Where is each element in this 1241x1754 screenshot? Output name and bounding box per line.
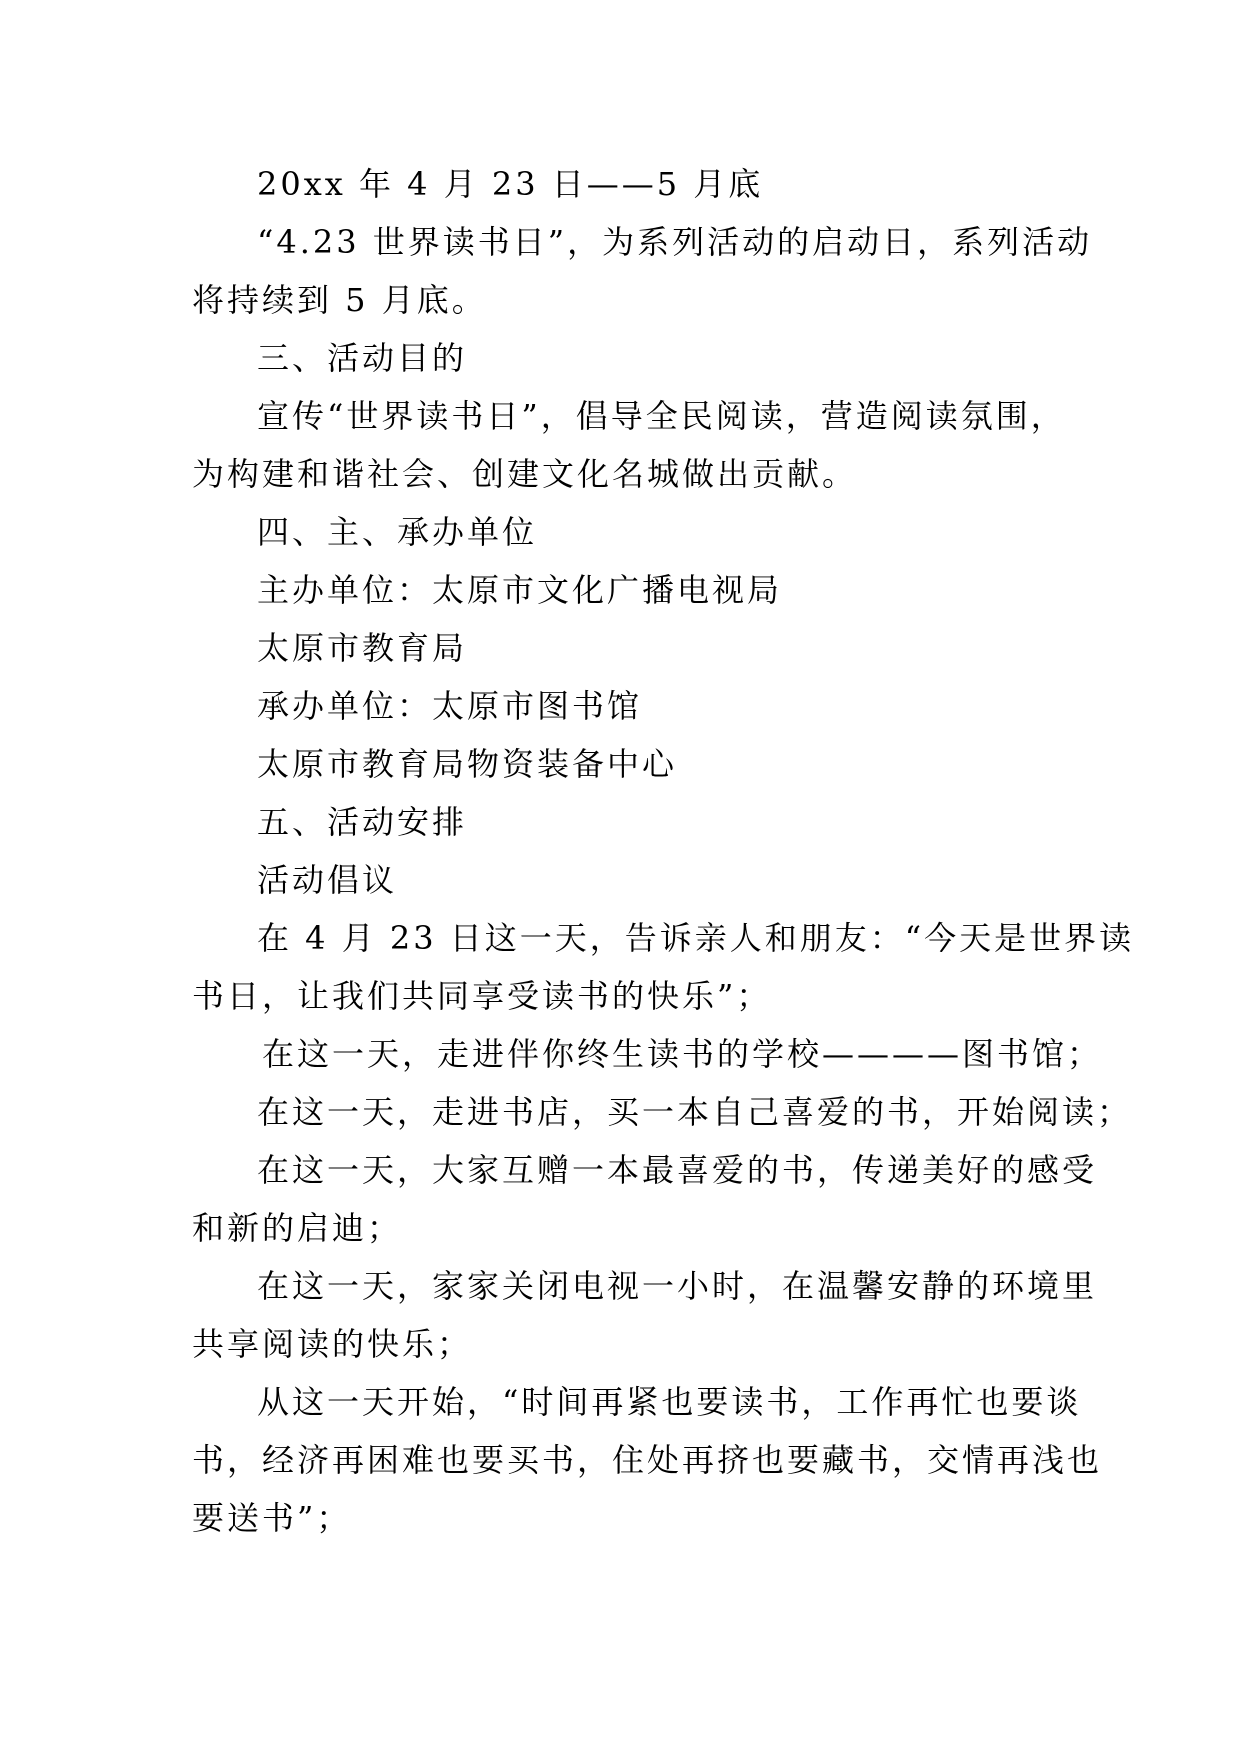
section-heading: 三、活动目的 — [257, 339, 468, 377]
paragraph-line: 将持续到 5 月底。 — [192, 281, 487, 319]
paragraph-line: 在这一天，大家互赠一本最喜爱的书，传递美好的感受 — [257, 1151, 1098, 1189]
paragraph-line: 承办单位：太原市图书馆 — [257, 687, 643, 725]
paragraph-line: “4.23 世界读书日”，为系列活动的启动日，系列活动 — [257, 223, 1093, 261]
paragraph-line: 太原市教育局物资装备中心 — [257, 745, 678, 783]
paragraph-line: 太原市教育局 — [257, 629, 468, 667]
section-heading: 四、主、承办单位 — [257, 513, 538, 551]
paragraph-line: 和新的启迪； — [192, 1209, 403, 1247]
paragraph-line: 在这一天，走进书店，买一本自己喜爱的书，开始阅读； — [257, 1093, 1133, 1131]
paragraph-line: 要送书”； — [192, 1499, 352, 1537]
paragraph-line: 宣传“世界读书日”，倡导全民阅读，营造阅读氛围， — [257, 397, 1066, 435]
paragraph-line: 在这一天，走进伴你终生读书的学校————图书馆； — [262, 1035, 1103, 1073]
paragraph-line: 从这一天开始，“时间再紧也要读书，工作再忙也要谈 — [257, 1383, 1082, 1421]
paragraph-line: 共享阅读的快乐； — [192, 1325, 473, 1363]
paragraph-line: 在 4 月 23 日这一天，告诉亲人和朋友：“今天是世界读 — [257, 919, 1135, 957]
paragraph-line: 书日，让我们共同享受读书的快乐”； — [192, 977, 772, 1015]
paragraph-line: 主办单位：太原市文化广播电视局 — [257, 571, 783, 609]
paragraph-line: 为构建和谐社会、创建文化名城做出贡献。 — [192, 455, 858, 493]
date-range-line: 20xx 年 4 月 23 日——5 月底 — [257, 165, 764, 203]
section-heading: 五、活动安排 — [257, 803, 468, 841]
subheading: 活动倡议 — [257, 861, 398, 899]
paragraph-line: 在这一天，家家关闭电视一小时，在温馨安静的环境里 — [257, 1267, 1098, 1305]
paragraph-line: 书，经济再困难也要买书，住处再挤也要藏书，交情再浅也 — [192, 1441, 1103, 1479]
